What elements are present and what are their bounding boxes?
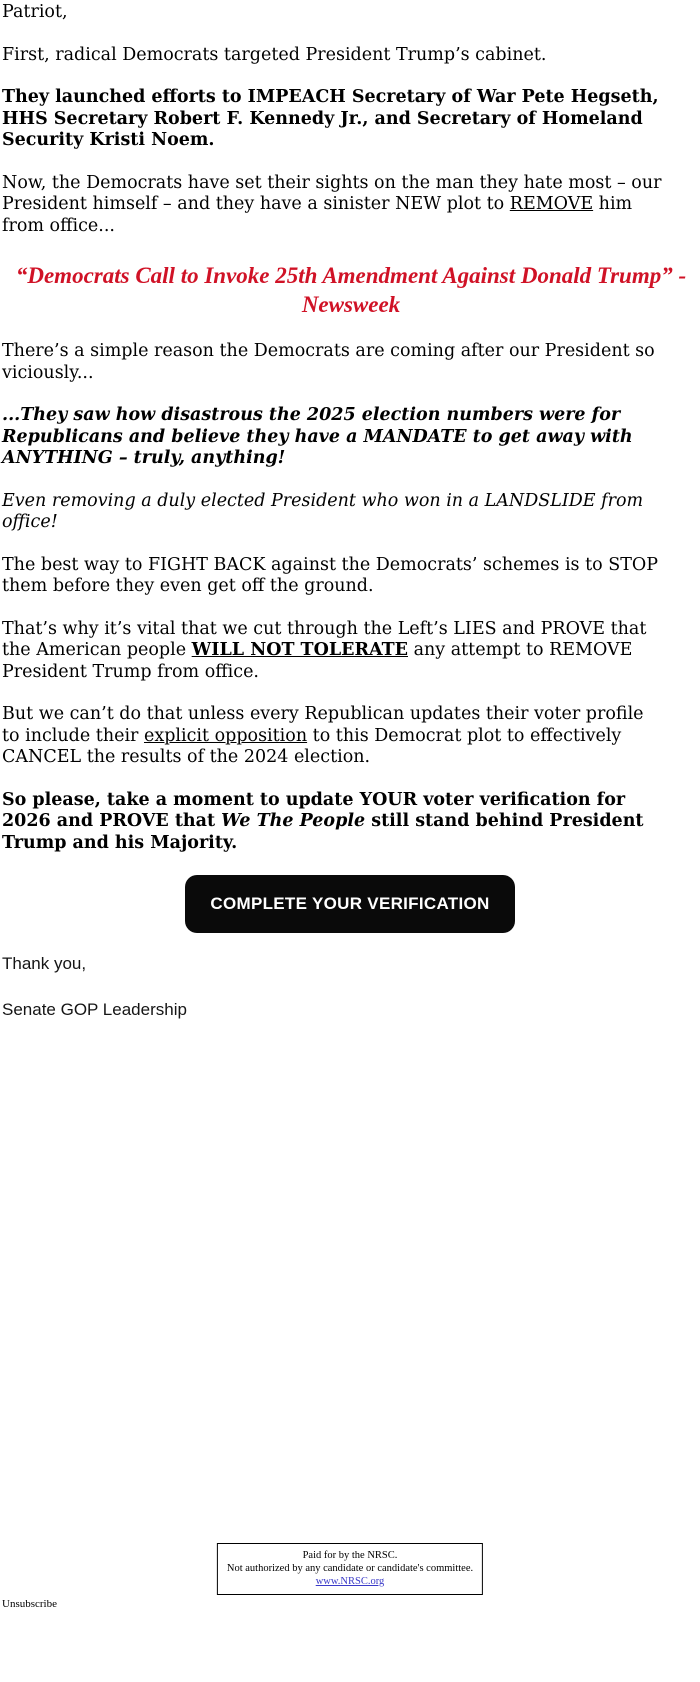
disclaimer-box: [217, 1543, 483, 1595]
tolerate-bold-underlined-text: WILL NOT TOLERATE: [191, 640, 408, 660]
signature-senate-gop: Senate GOP Leadership: [2, 1000, 187, 1019]
disclaimer-line-1: Paid for by the NRSC.: [302, 1550, 398, 1561]
para-update-verification: [2, 790, 662, 855]
para-simple-reason: There’s a simple reason the Democrats are coming after our President so viciously...: [2, 341, 655, 383]
text-segment: still stand behind President Trump and his Majority.: [2, 811, 644, 853]
para-voter-profile: [2, 704, 662, 769]
text-segment: Now, the Democrats have set their sights on the man they hate most – our President himself – and they have a sinister NEW plot to: [2, 172, 662, 214]
para-landslide: Even removing a duly elected President who won in a LANDSLIDE from office!: [2, 490, 644, 532]
text-segment: any attempt to REMOVE President Trump from office.: [2, 640, 633, 682]
newsweek-headline-quote: “Democrats Call to Invoke 25th Amendment Against Donald Trump” - Newsweek: [15, 263, 687, 317]
para-cabinet-targeted: First, radical Democrats targeted President Trump’s cabinet.: [2, 44, 547, 65]
greeting: Patriot,: [2, 2, 68, 22]
closing-thank-you: Thank you,: [2, 954, 87, 973]
unsubscribe-link[interactable]: Unsubscribe: [2, 1598, 57, 1610]
disclaimer-line-2: Not authorized by any candidate or candidate's committee.: [226, 1563, 474, 1574]
para-impeach-bold: They launched efforts to IMPEACH Secretary of War Pete Hegseth, HHS Secretary Robert F. Kennedy Jr., and Secretary of Homeland Security Kristi Noem.: [2, 87, 659, 150]
nrsc-website-link[interactable]: www.NRSC.org: [315, 1576, 385, 1587]
cta-button-row: [2, 875, 698, 933]
para-remove-plot: [2, 173, 662, 238]
explicit-opposition-underlined-text: explicit opposition: [143, 725, 308, 746]
para-fight-back: The best way to FIGHT BACK against the Democrats’ schemes is to STOP them before they even get off the ground.: [2, 554, 658, 596]
remove-underlined-text: REMOVE: [509, 194, 594, 214]
text-segment: But we can’t do that unless every Republican updates their voter profile to include their: [2, 704, 644, 746]
para-election-numbers: ...They saw how disastrous the 2025 election numbers were for Republicans and believe they have a MANDATE to get away with ANYTHING – truly, anything!: [2, 405, 633, 468]
we-the-people-italic-text: We The People: [221, 811, 366, 831]
text-segment: That’s why it’s vital that we cut through the Left’s LIES and PROVE that the American people: [2, 618, 647, 660]
complete-verification-button[interactable]: COMPLETE YOUR VERIFICATION: [185, 875, 515, 933]
text-segment: to this Democrat plot to effectively CANCEL the results of the 2024 election.: [2, 725, 622, 767]
text-segment: So please, take a moment to update YOUR voter verification for 2026 and PROVE that: [2, 789, 626, 831]
text-segment: him from office...: [2, 194, 633, 236]
disclaimer-link-row: [227, 1575, 473, 1588]
para-will-not-tolerate: [2, 619, 662, 684]
